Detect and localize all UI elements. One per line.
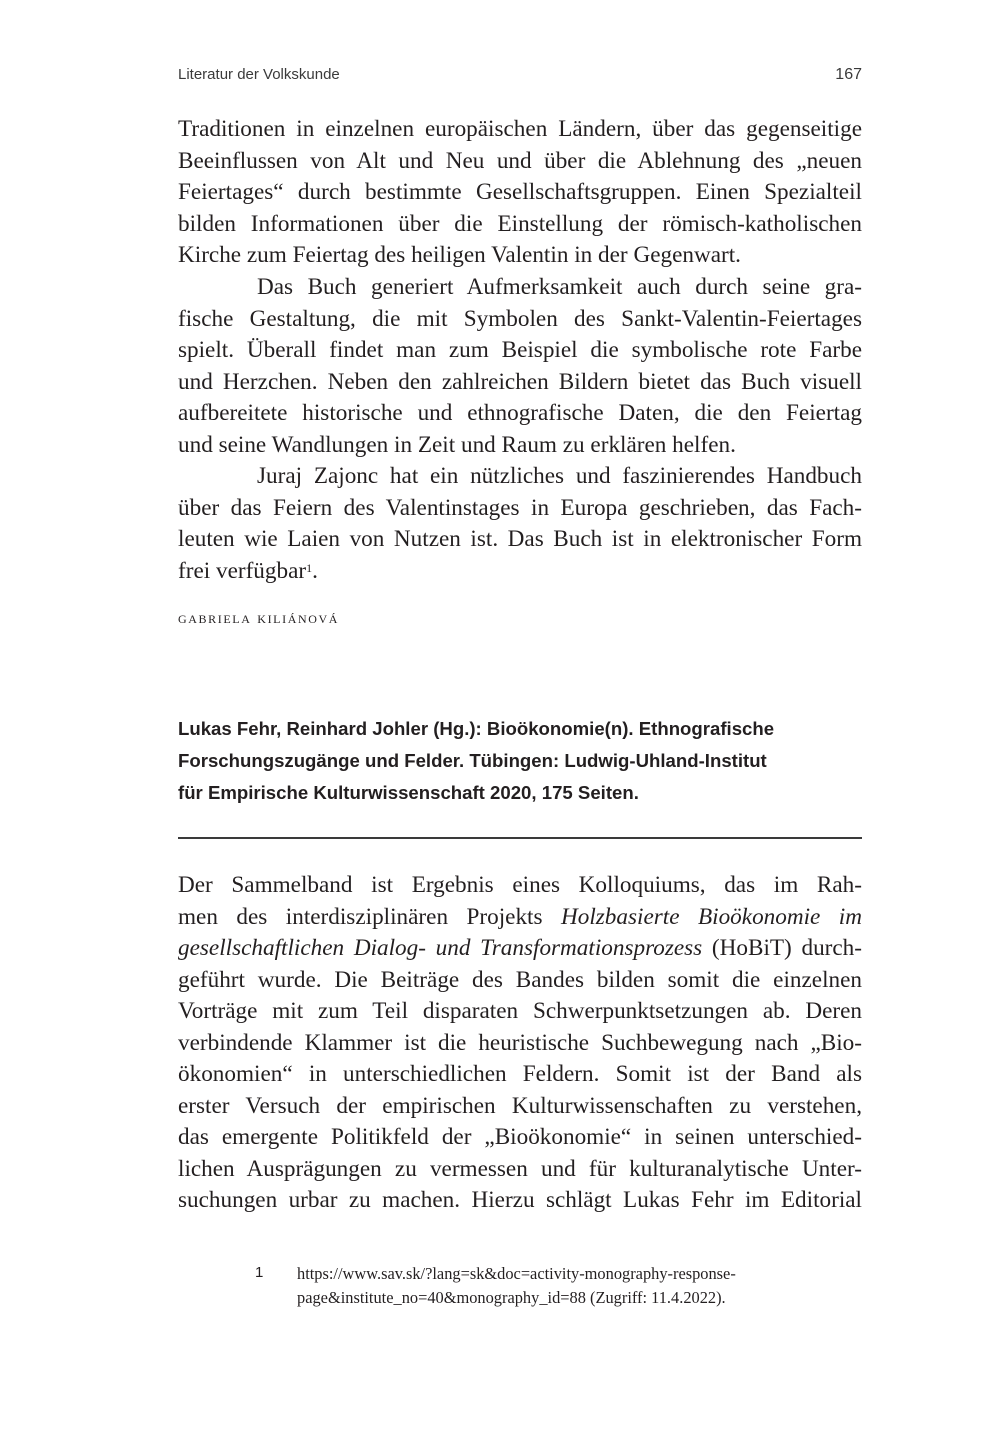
text-fragment: men des interdisziplinären Projekts (178, 903, 561, 930)
text-line: Juraj Zajonc hat ein nützliches und faszinierendes Handbuch (257, 463, 862, 489)
page-number: 167 (835, 66, 862, 83)
text-fragment: (HoBiT) durch- (702, 935, 862, 961)
text-line: Der Sammelband ist Ergebnis eines Kolloquiums, das im Rah- (178, 872, 862, 898)
text-line: suchungen urbar zu machen. Hierzu schlägt Lukas Fehr im Editorial (178, 1187, 862, 1213)
horizontal-rule (178, 837, 862, 839)
heading-line: Forschungszugänge und Felder. Tübingen: Ludwig-Uhland-Institut (178, 750, 767, 771)
text-line (178, 933, 862, 964)
running-head-title: Literatur der Volkskunde (178, 66, 340, 83)
text-line: Kirche zum Feiertag des heiligen Valentin in der Gegenwart. (178, 242, 741, 268)
text-line: bilden Informationen über die Einstellung der römisch-katholischen (178, 210, 862, 237)
text-line: Das Buch generiert Aufmerksamkeit auch durch seine gra- (257, 274, 862, 300)
running-head (178, 66, 862, 88)
footnote-reference[interactable]: 1 (306, 560, 313, 575)
heading-line: Lukas Fehr, Reinhard Johler (Hg.): Bioökonomie(n). Ethnografische (178, 718, 775, 739)
text-line: verbindende Klammer ist die heuristische Suchbewegung nach „Bio- (178, 1029, 862, 1056)
text-line: Beeinflussen von Alt und Neu und über die Ablehnung des „neuen (178, 147, 862, 174)
text-fragment: frei verfügbar (178, 557, 307, 584)
text-line (178, 556, 862, 587)
text-line (178, 902, 862, 933)
text-line: Feiertages“ durch bestimmte Gesellschaftsgruppen. Einen Spezialteil (178, 179, 862, 205)
text-line: spielt. Überall findet man zum Beispiel die symbolische rote Farbe (178, 337, 862, 363)
footnote-url-line[interactable]: https://www.sav.sk/?lang=sk&doc=activity-monography-response- (297, 1264, 736, 1283)
text-line: fische Gestaltung, die mit Symbolen des Sankt-Valentin-Feiertages (178, 305, 862, 332)
footnote-url-line[interactable]: page&institute_no=40&monography_id=88 (Zugriff: 11.4.2022). (297, 1288, 726, 1307)
footnote-number: 1 (255, 1264, 264, 1281)
text-line: geführt wurde. Die Beiträge des Bandes bilden somit die einzelnen (178, 966, 862, 993)
text-line: und seine Wandlungen in Zeit und Raum zu erklären helfen. (178, 431, 736, 458)
author-name: gabriela kiliánová (178, 608, 340, 627)
text-line: erster Versuch der empirischen Kulturwissenschaften zu verstehen, (178, 1092, 862, 1119)
text-line: lichen Ausprägungen zu vermessen und für kulturanalytische Unter- (178, 1155, 862, 1182)
text-line: Vorträge mit zum Teil disparaten Schwerpunktsetzungen ab. Deren (178, 998, 862, 1024)
text-line: das emergente Politikfeld der „Bioökonomie“ in seinen unterschied- (178, 1124, 862, 1150)
text-line: und Herzchen. Neben den zahlreichen Bildern bietet das Buch visuell (178, 368, 862, 395)
heading-line: für Empirische Kulturwissenschaft 2020, 175 Seiten. (178, 782, 639, 803)
text-line: ökonomien“ in unterschiedlichen Feldern. Somit ist der Band als (178, 1061, 862, 1087)
text-line: Traditionen in einzelnen europäischen Ländern, über das gegenseitige (178, 116, 862, 142)
project-title-italic: gesellschaftlichen Dialog- und Transformationsprozess (178, 935, 703, 961)
text-line: aufbereitete historische und ethnografische Daten, die den Feiertag (178, 400, 862, 426)
project-title-italic: Holzbasierte Bioökonomie im (561, 903, 862, 930)
text-fragment: . (312, 557, 318, 584)
review-author-signature (178, 608, 339, 628)
text-line: über das Feiern des Valentinstages in Europa geschrieben, das Fach- (178, 494, 862, 521)
text-line: leuten wie Laien von Nutzen ist. Das Buch ist in elektronischer Form (178, 526, 862, 552)
